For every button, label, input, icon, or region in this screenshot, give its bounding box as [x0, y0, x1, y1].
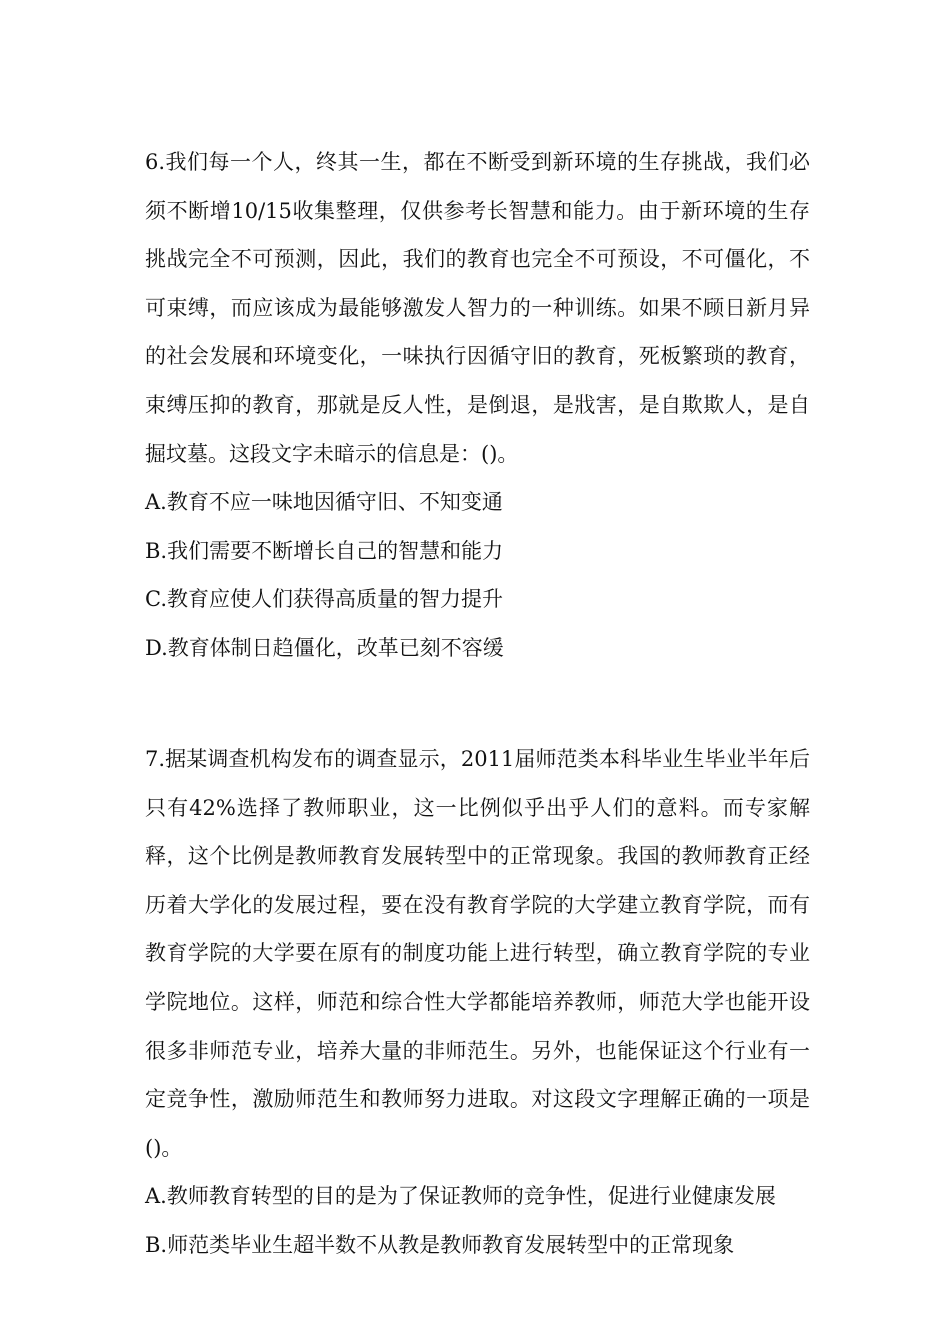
option-b: B.师范类毕业生超半数不从教是教师教育发展转型中的正常现象 [145, 1232, 735, 1257]
option-c: C.教育应使人们获得高质量的智力提升 [145, 587, 503, 612]
option-b: B.我们需要不断增长自己的智慧和能力 [145, 538, 504, 563]
question-6 [145, 138, 810, 673]
option-a: A.教师教育转型的目的是为了保证教师的竞争性，促进行业健康发展 [145, 1184, 776, 1209]
option-a: A.教育不应一味地因循守旧、不知变通 [145, 490, 503, 515]
question-stem: 7.据某调查机构发布的调查显示，2011届师范类本科毕业生毕业半年后只有42%选择了教师职业，这一比例似乎出乎人们的意料。而专家解释，这个比例是教师教育发展转型中的正常现象。我国的教师教育正经历着大学化的发展过程，要在没有教育学院的大学建立教育学院，而有教育学院的大学要在原有的制度功能上进行转型，确立教育学院的专业学院地位。这样，师范和综合性大学都能培养教师，师范大学也能开设很多非师范专业，培养大量的非师范生。另外，也能保证这个行业有一定竞争性，激励师范生和教师努力进取。对这段文字理解正确的一项是()。 [145, 747, 810, 1160]
question-stem: 6.我们每一个人，终其一生，都在不断受到新环境的生存挑战，我们必须不断增10/15收集整理，仅供参考长智慧和能力。由于新环境的生存挑战完全不可预测，因此，我们的教育也完全不可预设，不可僵化，不可束缚，而应该成为最能够激发人智力的一种训练。如果不顾日新月异的社会发展和环境变化，一味执行因循守旧的教育，死板繁琐的教育，束缚压抑的教育，那就是反人性，是倒退，是戕害，是自欺欺人，是自掘坟墓。这段文字未暗示的信息是：()。 [145, 150, 810, 466]
question-7 [145, 735, 810, 1270]
option-d: D.教育体制日趋僵化，改革已刻不容缓 [145, 635, 504, 660]
